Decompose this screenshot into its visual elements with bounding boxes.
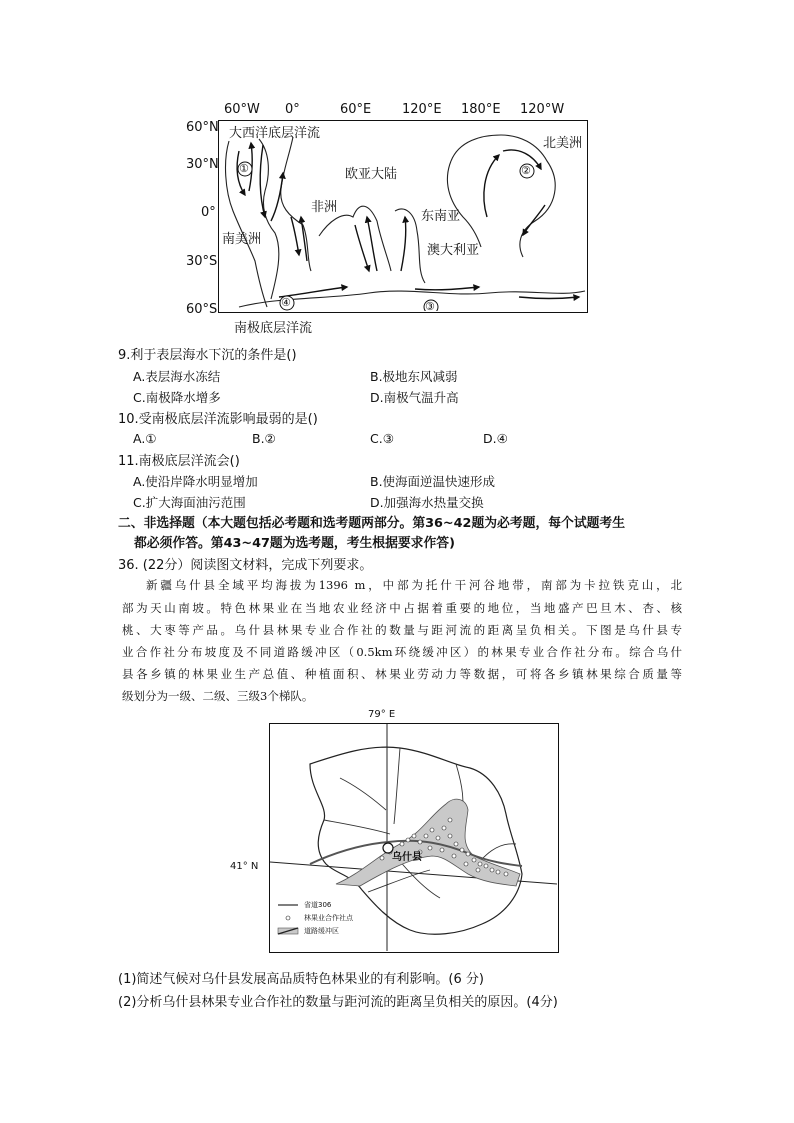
marker-3: ③ <box>425 300 435 313</box>
australia-label: 澳大利亚 <box>427 243 480 258</box>
eurasia-label: 欧亚大陆 <box>345 167 398 182</box>
question-36-material-line: 级划分为一级、二级、三级3个梯队。 <box>122 689 314 703</box>
south-america-label: 南美洲 <box>222 232 262 247</box>
question-36-material-line: 县各乡镇的林果业生产总值、种植面积、林果业劳动力等数据，可将各乡镇林果综合质量等 <box>122 667 682 681</box>
southeast-asia-label: 东南亚 <box>421 209 461 224</box>
question-10-option-b: B.② <box>252 431 276 446</box>
map1-lat-label: 0° <box>201 205 216 220</box>
question-10-option-a: A.① <box>133 431 157 446</box>
question-11-option-d: D.加强海水热量交换 <box>370 495 484 510</box>
ocean-current-map <box>218 120 588 313</box>
question-36-material-line: 新疆乌什县全域平均海拔为1396 m，中部为托什干河谷地带，南部为卡拉铁克山，北 <box>146 578 682 592</box>
ocean-current-map-drawing <box>219 121 586 311</box>
legend-road-306: 省道306 <box>304 901 332 909</box>
map1-lat-label: 60°S <box>186 302 218 317</box>
question-36-heading: 36. (22分）阅读图文材料，完成下列要求。 <box>118 558 373 573</box>
map1-lat-label: 60°N <box>186 120 219 135</box>
question-10-option-d: D.④ <box>483 431 508 446</box>
map1-lat-label: 30°N <box>186 157 219 172</box>
question-36-sub-1: (1)简述气候对乌什县发展高品质特色林果业的有利影响。(6 分) <box>118 972 484 987</box>
question-9-option-d: D.南极气温升高 <box>370 390 459 405</box>
question-36-material-line: 业合作社分布坡度及不同道路缓冲区（0.5km环绕缓冲区）的林果专业合作社分布。综合乌什 <box>122 645 682 659</box>
map1-lon-label: 60°W <box>224 102 260 117</box>
question-9-option-a: A.表层海水冻结 <box>133 369 221 384</box>
map1-lon-label: 0° <box>285 102 300 117</box>
question-9-stem: 9.利于表层海水下沉的条件是() <box>118 348 297 363</box>
map1-lon-label: 180°E <box>461 102 501 117</box>
question-11-option-a: A.使沿岸降水明显增加 <box>133 474 258 489</box>
question-11-option-c: C.扩大海面油污范围 <box>133 495 246 510</box>
question-11-stem: 11.南极底层洋流会() <box>118 454 240 469</box>
legend-cooperative-points: 林果业合作社点 <box>304 914 353 922</box>
antarctic-deep-current-label: 南极底层洋流 <box>234 321 313 336</box>
africa-label: 非洲 <box>311 200 338 215</box>
question-36-material-line: 桃、大枣等产品。乌什县林果专业合作社的数量与距河流的距离呈负相关。下图是乌什县专 <box>122 623 682 637</box>
map2-lon-label: 79° E <box>368 709 396 720</box>
question-9-option-b: B.极地东风减弱 <box>370 369 458 384</box>
marker-4: ④ <box>281 296 291 309</box>
marker-1: ① <box>239 162 249 175</box>
map2-lat-label: 41° N <box>230 861 259 872</box>
legend-road-buffer: 道路缓冲区 <box>304 927 339 935</box>
marker-2: ② <box>521 164 531 177</box>
question-10-stem: 10.受南极底层洋流影响最弱的是() <box>118 412 318 427</box>
section-2-heading-line-1: 二、非选择题（本大题包括必考题和选考题两部分。第36~42题为必考题，每个试题考生 <box>118 516 626 531</box>
map1-lon-label: 60°E <box>340 102 372 117</box>
north-america-label: 北美洲 <box>543 136 583 151</box>
question-10-option-c: C.③ <box>370 431 394 446</box>
map1-lat-label: 30°S <box>186 254 218 269</box>
question-36-material-line: 部为天山南坡。特色林果业在当地农业经济中占据着重要的地位，当地盛产巴旦木、杏、核 <box>122 601 682 615</box>
map1-lon-label: 120°E <box>402 102 442 117</box>
question-9-option-c: C.南极降水增多 <box>133 390 221 405</box>
section-2-heading-line-2: 都必须作答。第43~47题为选考题，考生根据要求作答) <box>134 536 455 551</box>
question-11-option-b: B.使海面逆温快速形成 <box>370 474 496 489</box>
county-name-label: 乌什县 <box>392 852 422 863</box>
atlantic-deep-current-label: 大西洋底层洋流 <box>229 126 321 141</box>
map1-lon-label: 120°W <box>520 102 565 117</box>
question-36-sub-2: (2)分析乌什县林果专业合作社的数量与距河流的距离呈负相关的原因。(4分) <box>118 995 558 1010</box>
wushi-county-map <box>269 723 559 953</box>
